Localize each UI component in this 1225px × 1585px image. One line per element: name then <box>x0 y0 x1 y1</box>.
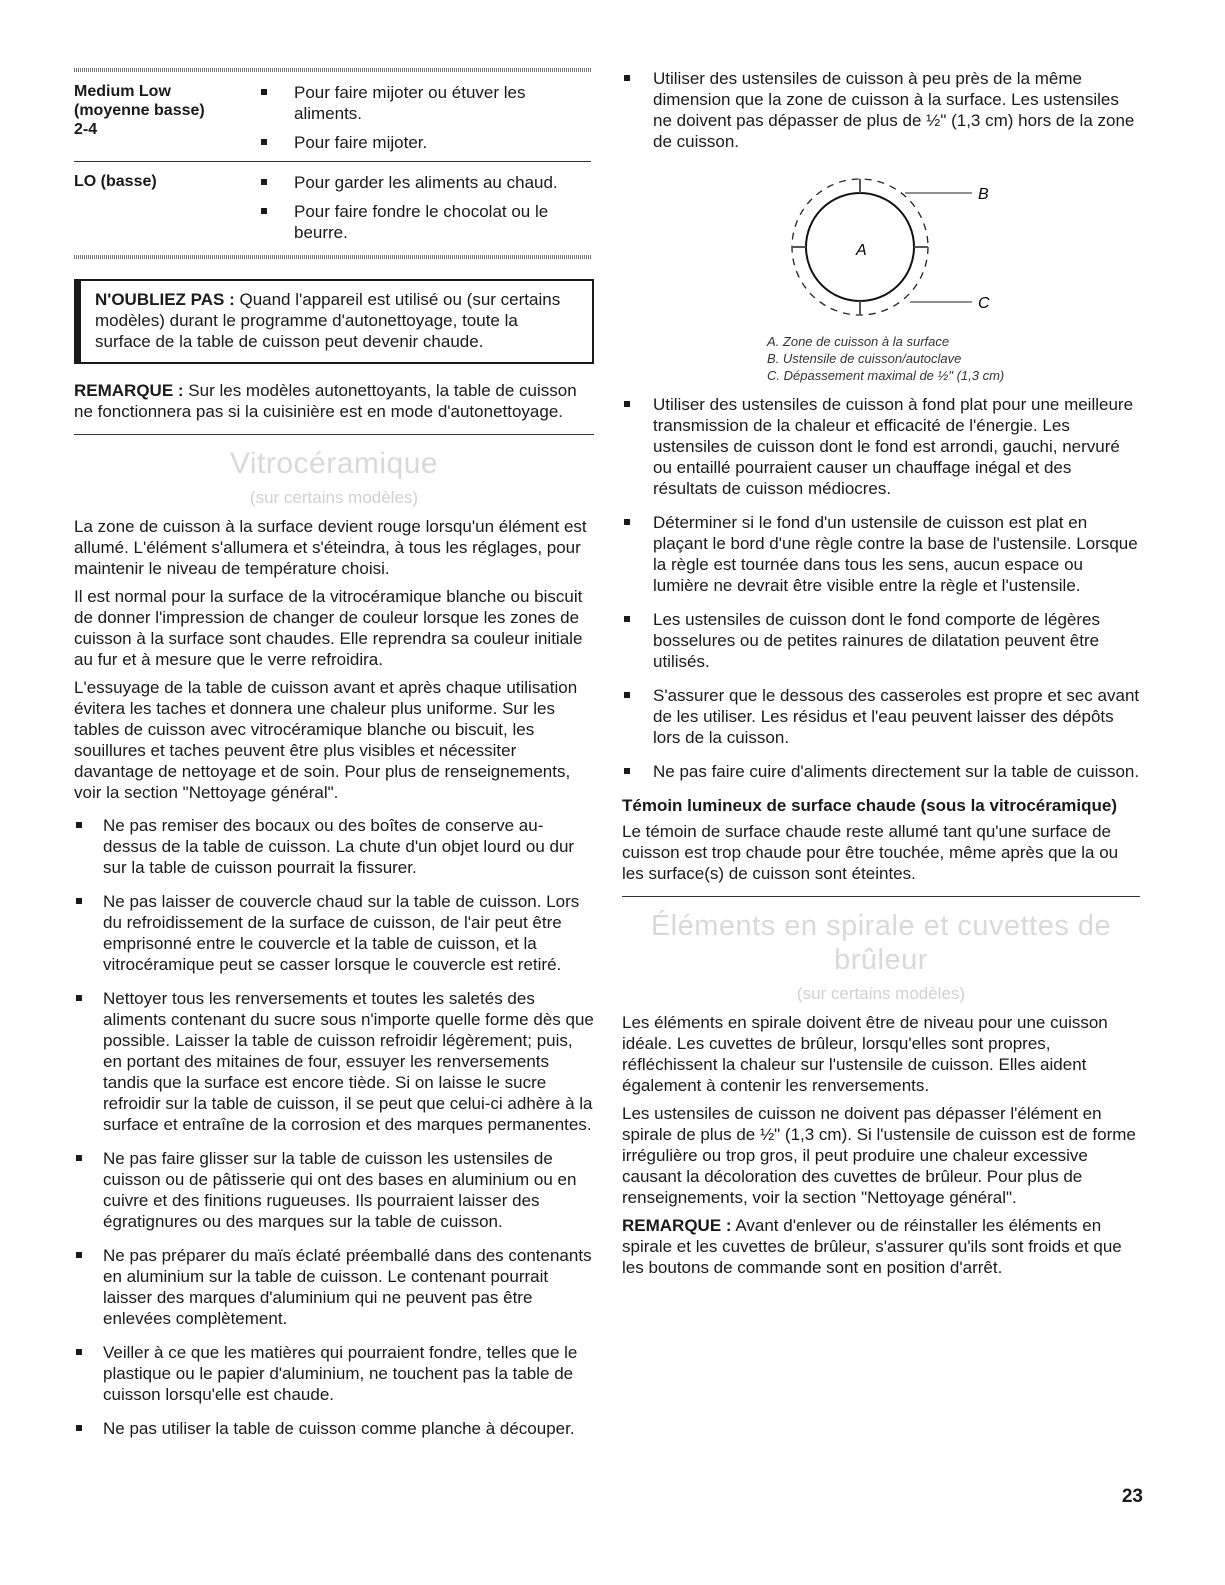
bullet-item: Veiller à ce que les matières qui pourraient fondre, telles que le plastique ou le papier d'aluminium, ne touchent pas la table de cuisson lorsqu'elle est chaude. <box>74 1342 594 1405</box>
caption-line: C. Dépassement maximal de ½" (1,3 cm) <box>767 368 1005 383</box>
bullet-item: Les ustensiles de cuisson dont le fond comporte de légères bosselures ou de petites rainures de dilatation peuvent être utilisés. <box>622 609 1140 672</box>
bullet-item: Ne pas faire cuire d'aliments directement sur la table de cuisson. <box>622 761 1140 782</box>
section-title-coil-elements: Éléments en spirale et cuvettes de brûleur <box>650 910 1112 976</box>
remark-label: REMARQUE : <box>74 381 184 400</box>
section-subtitle: (sur certains modèles) <box>796 984 966 1003</box>
body-paragraph: Les éléments en spirale doivent être de niveau pour une cuisson idéale. Les cuvettes de brûleur, lorsqu'elles sont propres, réfléchissent la chaleur sur l'ustensile de cuisson. Elles aident également à contenir les renversements. <box>622 1013 1108 1095</box>
hot-surface-heading: Témoin lumineux de surface chaude (sous la vitrocéramique) <box>622 796 1118 815</box>
setting-label: Medium Low (moyenne basse) 2-4 <box>74 83 205 138</box>
body-paragraph: La zone de cuisson à la surface devient rouge lorsqu'un élément est allumé. L'élément s'allumera et s'éteindra, à tous les réglages, pour maintenir le niveau de température choisi. <box>74 517 587 578</box>
setting-use-item: Pour faire mijoter. <box>256 132 591 153</box>
setting-uses <box>256 82 591 161</box>
remark-text: Sur les modèles autonettoyants, la table de cuisson ne fonctionnera pas si la cuisinière est en mode d'autonettoyage. <box>74 381 577 421</box>
hot-surface-text: Le témoin de surface chaude reste allumé tant qu'une surface de cuisson est trop chaude pour être touchée, même après que la ou les surface(s) de cuisson sont éteintes. <box>622 822 1119 883</box>
section-title-vitroceramique: Vitrocéramique <box>229 447 439 480</box>
notice-label: N'OUBLIEZ PAS : <box>95 290 235 309</box>
label-b: B <box>978 186 989 203</box>
page-number: 23 <box>1121 1486 1143 1507</box>
bullet-item: Ne pas utiliser la table de cuisson comme planche à découper. <box>74 1418 594 1439</box>
remark-label: REMARQUE : <box>622 1216 732 1235</box>
setting-use-item: Pour garder les aliments au chaud. <box>256 172 591 193</box>
left-column <box>74 60 594 1452</box>
caption-line: A. Zone de cuisson à la surface <box>767 334 950 349</box>
bullet-item: Utiliser des ustensiles de cuisson à fond plat pour une meilleure transmission de la chaleur et efficacité de l'énergie. Les ustensiles de cuisson dont le fond est arrondi, gauchi, nervuré ou entaillé pourraient causer un chauffage inégal et des résultats de cuisson médiocres. <box>622 394 1140 499</box>
bullet-item: Nettoyer tous les renversements et toutes les saletés des aliments contenant du sucre sous n'importe quelle forme dès que possible. Laisser la table de cuisson refroidir légèrement; puis, en portant des mitaines de four, essuyer les renversements tandis que la surface est encore tiède. Si on laisse le sucre refroidir sur la table de cuisson, il se peut que celui-ci adhère à la surface et entraîne de la corrosion et des marques permanentes. <box>74 988 594 1135</box>
caption-line: B. Ustensile de cuisson/autoclave <box>767 351 962 366</box>
bullet-item: Ne pas faire glisser sur la table de cuisson les ustensiles de cuisson ou de pâtisserie qui ont des bases en aluminium ou en cuivre et des finitions rugueuses. Ils pourraient laisser des égratignures ou des marques sur la table de cuisson. <box>74 1148 594 1232</box>
bullet-item: S'assurer que le dessous des casseroles est propre et sec avant de les utiliser. Les résidus et l'eau peuvent laisser des dépôts lors de la cuisson. <box>622 685 1140 748</box>
setting-use-item: Pour faire fondre le chocolat ou le beurre. <box>256 201 591 243</box>
body-paragraph: L'essuyage de la table de cuisson avant et après chaque utilisation évitera les taches et donnera une chaleur plus uniforme. Sur les tables de cuisson avec vitrocéramique blanche ou biscuit, les souillures et taches peuvent être plus visibles et nécessiter davantage de nettoyage et de soin. Pour plus de renseignements, voir la section "Nettoyage général". <box>74 678 578 802</box>
label-c: C <box>978 295 990 312</box>
settings-row <box>74 72 591 161</box>
notice-text: Quand l'appareil est utilisé ou (sur certains modèles) durant le programme d'autonettoyage, toute la surface de la table de cuisson peut devenir chaude. <box>95 290 561 351</box>
notice-box <box>74 279 594 364</box>
body-paragraph: Il est normal pour la surface de la vitrocéramique blanche ou biscuit de donner l'impression de changer de couleur lorsque les zones de cuisson à la surface sont chaudes. Elle reprendra sa couleur initiale au fur et à mesure que le verre refroidira. <box>74 587 583 669</box>
right-column <box>622 60 1140 1285</box>
remark-paragraph <box>622 1215 1140 1278</box>
bullet-item: Ne pas laisser de couvercle chaud sur la table de cuisson. Lors du refroidissement de la surface de cuisson, de l'air peut être emprisonné entre le couvercle et la table de cuisson, et la vitrocéramique peut se casser lorsque le couvercle est retiré. <box>74 891 594 975</box>
diagram-caption <box>767 333 1140 384</box>
setting-use-item: Pour faire mijoter ou étuver les aliments. <box>256 82 591 124</box>
setting-label: LO (basse) <box>74 173 157 190</box>
label-a: A <box>856 242 867 259</box>
settings-table <box>74 68 591 259</box>
setting-uses <box>256 172 591 251</box>
section-subtitle: (sur certains modèles) <box>249 488 419 507</box>
bullet-item: Utiliser des ustensiles de cuisson à peu près de la même dimension que la zone de cuisson à la surface. Les ustensiles ne doivent pas dépasser de plus de ½" (1,3 cm) hors de la zone de cuisson. <box>622 68 1140 152</box>
cookware-diagram <box>750 165 1050 325</box>
cookware-diagram-svg <box>750 165 1050 325</box>
body-paragraph: Les ustensiles de cuisson ne doivent pas dépasser l'élément en spirale de plus de ½" (1,3 cm). Si l'ustensile de cuisson est de forme irrégulière ou trop gros, il peut produire une chaleur excessive causant la décoloration des cuvettes de brûleur. Pour plus de renseignements, voir la section "Nettoyage général". <box>622 1104 1136 1207</box>
bullet-item: Déterminer si le fond d'un ustensile de cuisson est plat en plaçant le bord d'une règle contre la base de l'ustensile. Lorsque la règle est tournée dans tous les sens, aucun espace ou lumière ne devrait être visible entre la règle et l'ustensile. <box>622 512 1140 596</box>
settings-row <box>74 161 591 251</box>
remark-text: Avant d'enlever ou de réinstaller les éléments en spirale et les cuvettes de brûleur, s'assurer qu'ils sont froids et que les boutons de commande sont en position d'arrêt. <box>622 1216 1122 1277</box>
remark-paragraph <box>74 380 594 422</box>
bullet-item: Ne pas remiser des bocaux ou des boîtes de conserve au-dessus de la table de cuisson. La chute d'un objet lourd ou dur sur la table de cuisson pourrait la fissurer. <box>74 815 594 878</box>
dotted-rule <box>74 255 591 259</box>
bullet-item: Ne pas préparer du maïs éclaté préemballé dans des contenants en aluminium sur la table de cuisson. Le contenant pourrait laisser des marques d'aluminium qui ne peuvent pas être enlevées complètement. <box>74 1245 594 1329</box>
